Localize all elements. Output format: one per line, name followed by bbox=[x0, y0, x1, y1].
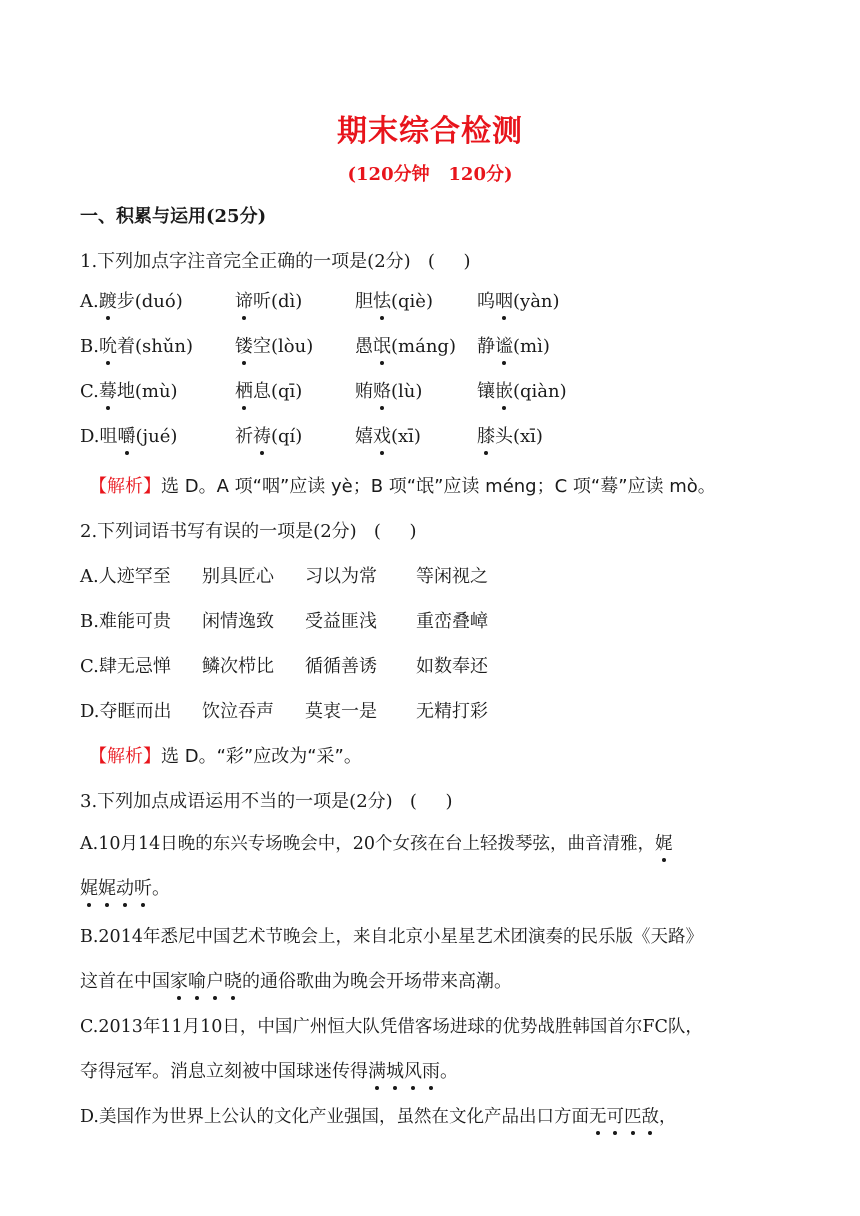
dotted-char: 晓 bbox=[224, 971, 242, 992]
dotted-char: 雨 bbox=[422, 1061, 440, 1082]
question-3-option-c-line2: 夺得冠军。消息立刻被中国球迷传得满城风雨。 bbox=[80, 1061, 458, 1082]
dotted-char: 戏 bbox=[373, 426, 391, 447]
dotted-char: 赂 bbox=[373, 381, 391, 402]
question-3-option-a-line2: 娓娓动听。 bbox=[80, 878, 170, 899]
dotted-char bbox=[80, 878, 152, 899]
dotted-char: 娓 bbox=[80, 878, 98, 899]
dotted-char: 膝 bbox=[477, 426, 495, 447]
dotted-char: 满 bbox=[368, 1061, 386, 1082]
dotted-char: 无 bbox=[588, 1107, 607, 1127]
dotted-char: 喻 bbox=[188, 971, 206, 992]
dotted-char: 敌 bbox=[641, 1107, 659, 1127]
dotted-char: 栖 bbox=[235, 381, 253, 402]
dotted-char: 踱 bbox=[98, 291, 117, 312]
dotted-char: 吮 bbox=[98, 336, 117, 357]
dotted-char: 怯 bbox=[373, 291, 391, 312]
dotted-char: 镂 bbox=[235, 336, 253, 357]
dotted-char: 谧 bbox=[495, 336, 513, 357]
dotted-char: 城 bbox=[386, 1061, 404, 1082]
question-3-option-d-line1: D.美国作为世界上公认的文化产业强国，虽然在文化产品出口方面无可匹敌， bbox=[80, 1107, 677, 1127]
dotted-char: 氓 bbox=[373, 336, 391, 357]
question-1-analysis: 【解析】选 D。A 项“咽”应读 yè；B 项“氓”应读 méng；C 项“蓦”应读 mò。 bbox=[89, 476, 716, 497]
question-2-stem: 2.下列词语书写有误的一项是(2分) ( ) bbox=[80, 521, 417, 542]
dotted-char: 娓 bbox=[98, 878, 116, 899]
question-3-option-b-line1: B.2014年悉尼中国艺术节晚会上，来自北京小星星艺术团演奏的民乐版《天路》 bbox=[80, 927, 703, 947]
dotted-char: 咽 bbox=[495, 291, 513, 312]
dotted-char bbox=[589, 1107, 659, 1127]
question-2-analysis: 【解析】选 D。“彩”应改为“采”。 bbox=[89, 746, 362, 767]
dotted-char: 蓦 bbox=[98, 381, 117, 402]
question-1-stem: 1.下列加点字注音完全正确的一项是(2分) ( ) bbox=[80, 251, 471, 272]
document-page: 期末综合检测 (120分钟 120分) 一、积累与运用(25分) 1.下列加点字注音完全正确的一项是(2分) ( ) A.踱步(duó) 谛听(dì) 胆怯(qiè) 呜咽(yàn) B.吮着(shǔn) 镂空(lòu) 愚氓(máng) 静谧(mì) C.蓦地(mù) 栖息(qī) 贿赂(lù) 镶嵌(qiàn) D.咀嚼(jué) 祈祷(qí) 嬉戏(xī) 膝头(xī) 【解析】选 D。A 项“咽”应读 yè；B 项“氓”应读 méng；C 项“蓦”应读 mò。 2.下列词语书写有误的一项是(2分) ( ) A.人迹罕至 别具匠心 习以为常 等闲视之 B.难能可贵 闲情逸致 受益匪浅 重峦叠嶂 C.肆无忌惮 鳞次栉比 循循善诱 如数奉还 D.夺眶而出 饮泣吞声 莫衷一是 无精打彩 【解析】选 D。“彩”应改为“采”。 3.下列加点成语运用不当的一项是(2分) ( ) A.10月14日晚的东兴专场晚会中，20个女孩在台上轻拨琴弦，曲音清雅，娓 娓娓动听。 B.2014年悉尼中国艺术节晚会上，来自北京小星星艺术团演奏的民乐版《天路》 这首在中国家喻户晓的通俗歌曲为晚会开场带来高潮。 C.2013年11月10日，中国广州恒大队凭借客场进球的优势战胜韩国首尔FC队， 夺得冠军。消息立刻被中国球迷传得满城风雨。 D.美国作为世界上公认的文化产业强国，虽然在文化产品出口方面无可匹敌， bbox=[0, 0, 860, 1216]
dotted-char: 听 bbox=[134, 878, 152, 899]
dotted-char: 户 bbox=[206, 971, 224, 992]
dotted-char: 嵌 bbox=[495, 381, 513, 402]
dotted-char: 匹 bbox=[623, 1107, 642, 1127]
analysis-tag: 【解析】 bbox=[89, 476, 161, 497]
dotted-char: 家 bbox=[170, 971, 188, 992]
question-3-option-c-line1: C.2013年11月10日，中国广州恒大队凭借客场进球的优势战胜韩国首尔FC队， bbox=[80, 1017, 703, 1037]
section-heading: 一、积累与运用(25分) bbox=[80, 206, 267, 227]
dotted-char: 娓 bbox=[655, 834, 673, 854]
question-3-option-b-line2: 这首在中国家喻户晓的通俗歌曲为晚会开场带来高潮。 bbox=[80, 971, 512, 992]
page-title: 期末综合检测 bbox=[337, 114, 523, 149]
dotted-char: 动 bbox=[116, 878, 134, 899]
dotted-char: 风 bbox=[404, 1061, 422, 1082]
dotted-char: 谛 bbox=[235, 291, 253, 312]
dotted-char bbox=[170, 971, 242, 992]
dotted-char: 可 bbox=[606, 1107, 624, 1127]
dotted-char: 祷 bbox=[253, 426, 271, 447]
analysis-tag: 【解析】 bbox=[89, 746, 161, 767]
dotted-char: 嚼 bbox=[117, 426, 136, 447]
page-subtitle: (120分钟 120分) bbox=[347, 164, 513, 185]
question-3-stem: 3.下列加点成语运用不当的一项是(2分) ( ) bbox=[80, 791, 453, 812]
question-3-option-a-line1: A.10月14日晚的东兴专场晚会中，20个女孩在台上轻拨琴弦，曲音清雅，娓 bbox=[80, 834, 673, 854]
dotted-char bbox=[368, 1061, 440, 1082]
